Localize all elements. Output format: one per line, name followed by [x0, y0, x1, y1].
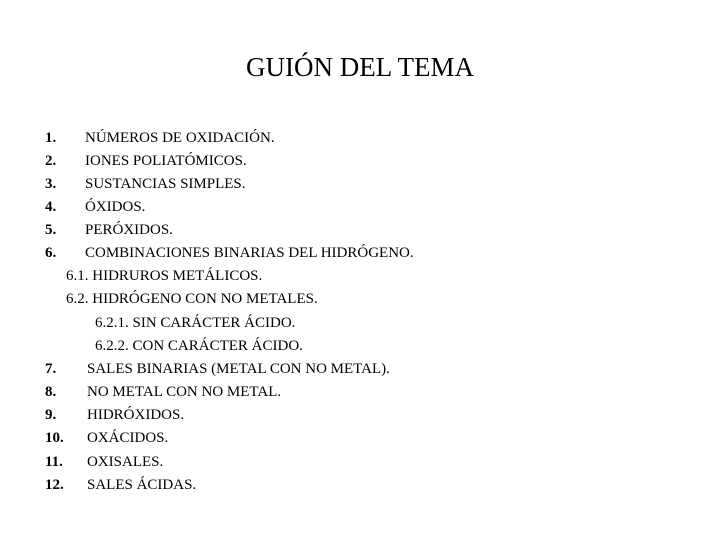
- item-label: OXISALES.: [87, 454, 164, 470]
- item-number: 8.: [45, 384, 57, 400]
- item-number: 4.: [45, 199, 57, 215]
- item-label: NÚMEROS DE OXIDACIÓN.: [85, 130, 275, 146]
- item-number: 9.: [45, 407, 57, 423]
- item-number: 12.: [45, 477, 64, 493]
- item-label: HIDRÓXIDOS.: [87, 407, 185, 423]
- item-label: SALES ÁCIDAS.: [87, 477, 197, 493]
- item-label: ÓXIDOS.: [85, 199, 146, 215]
- sub-sub-item: 6.2.2. CON CARÁCTER ÁCIDO.: [95, 338, 303, 354]
- item-label: SUSTANCIAS SIMPLES.: [85, 176, 246, 192]
- item-label: OXÁCIDOS.: [87, 430, 169, 446]
- item-label: PERÓXIDOS.: [85, 222, 173, 238]
- item-number: 11.: [45, 454, 63, 470]
- item-number: 5.: [45, 222, 57, 238]
- item-label: NO METAL CON NO METAL.: [87, 384, 282, 400]
- item-number: 2.: [45, 153, 57, 169]
- sub-item: 6.1. HIDRUROS METÁLICOS.: [66, 268, 263, 284]
- item-number: 1.: [45, 130, 57, 146]
- sub-item: 6.2. HIDRÓGENO CON NO METALES.: [66, 291, 318, 307]
- item-number: 6.: [45, 245, 57, 261]
- item-label: COMBINACIONES BINARIAS DEL HIDRÓGENO.: [85, 245, 414, 261]
- sub-sub-item: 6.2.1. SIN CARÁCTER ÁCIDO.: [95, 315, 296, 331]
- item-number: 7.: [45, 361, 57, 377]
- item-number: 10.: [45, 430, 64, 446]
- item-number: 3.: [45, 176, 57, 192]
- page-title: GUIÓN DEL TEMA: [246, 52, 474, 82]
- item-label: IONES POLIATÓMICOS.: [85, 153, 247, 169]
- item-label: SALES BINARIAS (METAL CON NO METAL).: [87, 361, 390, 377]
